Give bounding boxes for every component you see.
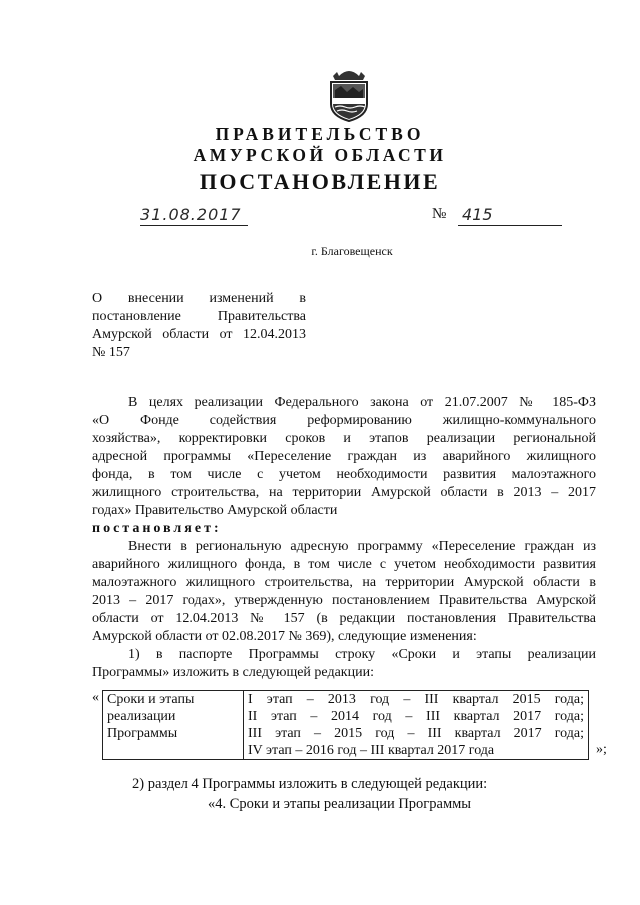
subitem-2: 2) раздел 4 Программы изложить в следующей редакции: [132, 776, 488, 792]
preamble-line: адресной программы «Переселение граждан из аварийного жилищного [92, 449, 596, 464]
preamble-line: жилищного строительства, на территории Амурской области в 2013 – 2017 [92, 485, 596, 500]
item-1-line: Амурской области от 02.08.2017 № 369), следующие изменения: [92, 629, 477, 644]
item-1-line: области от 12.04.2013 № 157 (в редакции постановления Правительства [92, 611, 596, 626]
number-label: № [432, 206, 447, 222]
open-quote: « [92, 690, 99, 705]
stage-row: II этап – 2014 год – III квартал 2017 года; [248, 709, 584, 724]
close-quote: »; [596, 742, 607, 757]
stages-table-block [92, 690, 612, 760]
item-1-line: Внести в региональную адресную программу «Переселение граждан из [128, 539, 596, 554]
stages-label-line: реализации [107, 709, 176, 724]
stage-row: IV этап – 2016 год – III квартал 2017 года [248, 743, 495, 758]
item-1-line: аварийного жилищного фонда, в том числе с учетом необходимости развития [92, 557, 596, 572]
region-title: АМУРСКОЙ ОБЛАСТИ [193, 145, 447, 165]
subitem-1-line: 1) в паспорте Программы строку «Сроки и этапы реализации [128, 647, 596, 662]
document-type: ПОСТАНОВЛЕНИЕ [199, 169, 441, 194]
stages-label-line: Программы [107, 726, 178, 741]
stages-table [102, 690, 589, 760]
subitem-1-line: Программы» изложить в следующей редакции: [92, 665, 374, 680]
item-1-line: 2013 – 2017 годах», утвержденную постановлением Правительства Амурской [92, 593, 596, 608]
city: г. Благовещенск [311, 244, 393, 258]
item-1 [92, 538, 596, 682]
preamble [92, 394, 596, 538]
document-number: 415 [458, 205, 562, 226]
subject-line: № 157 [92, 345, 130, 360]
section-4-title: «4. Сроки и этапы реализации Программы [208, 796, 472, 812]
stages-label-cell [103, 691, 244, 760]
document-date: 31.08.2017 [140, 205, 248, 226]
preamble-line: фонда, в том числе с учетом необходимости развития малоэтажного [92, 467, 596, 482]
subject-line: постановление Правительства [92, 309, 306, 324]
preamble-line: В целях реализации Федерального закона от 21.07.2007 № 185-ФЗ [128, 395, 596, 410]
stage-row: I этап – 2013 год – III квартал 2015 года; [248, 692, 584, 707]
coat-of-arms-icon [325, 66, 373, 122]
item-1-line: малоэтажного жилищного строительства, на территории Амурской области в [92, 575, 596, 590]
subject-block [92, 290, 306, 362]
stages-value-cell [244, 691, 589, 760]
preamble-line: «О Фонде содействия реформированию жилищно-коммунального [92, 413, 596, 428]
preamble-line: хозяйства», корректировки сроков и этапов реализации региональной [92, 431, 596, 446]
preamble-line: годах» Правительство Амурской области [92, 503, 338, 518]
stage-row: III этап – 2015 год – III квартал 2017 года; [248, 726, 584, 741]
subject-line: О внесении изменений в [92, 291, 306, 306]
subject-line: Амурской области от 12.04.2013 [92, 327, 306, 342]
stages-label-line: Сроки и этапы [107, 692, 195, 707]
government-title: ПРАВИТЕЛЬСТВО [215, 124, 425, 144]
resolves-word: постановляет: [92, 521, 222, 536]
